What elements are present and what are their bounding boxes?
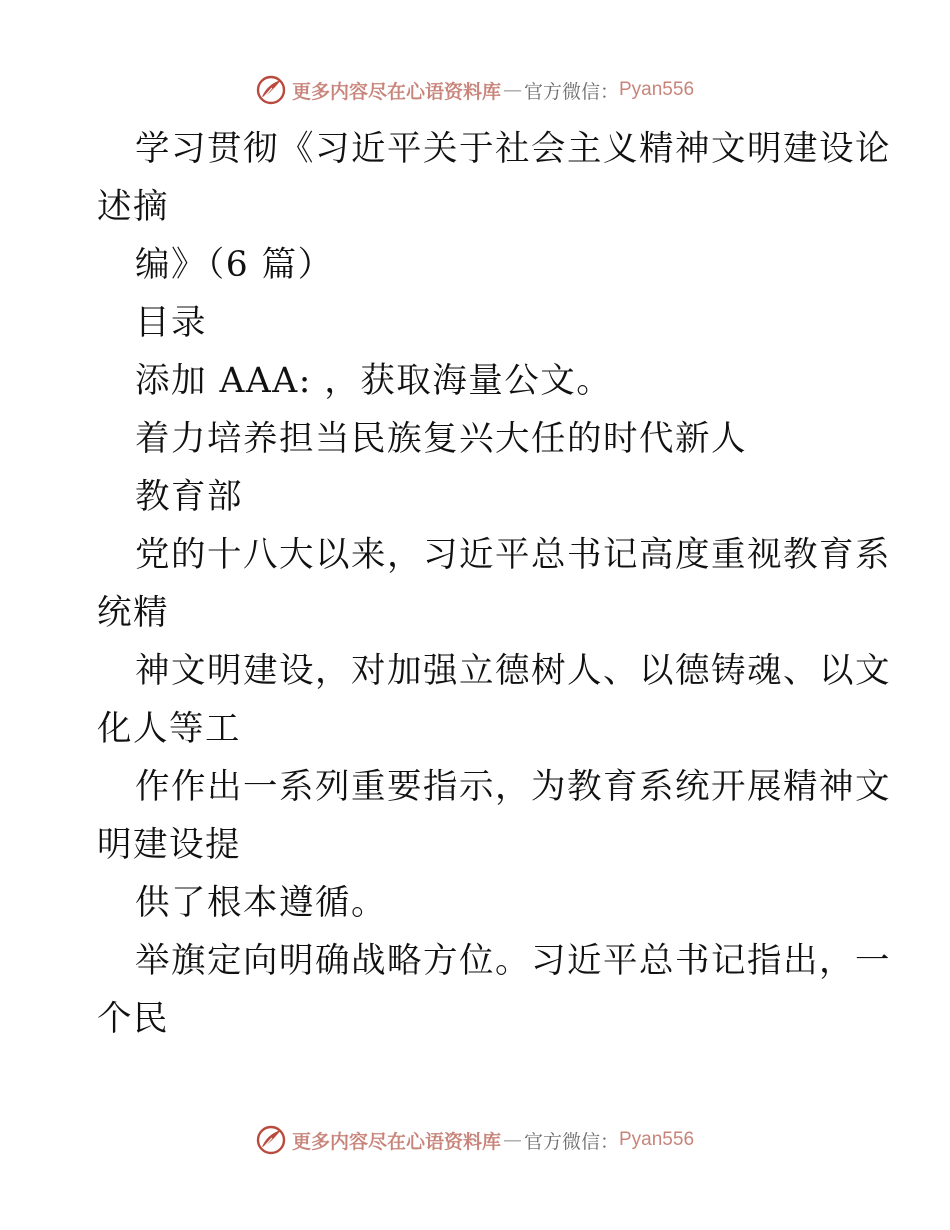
official-wechat-label: 官方微信：	[523, 1130, 619, 1153]
doc-line: 作作出一系列重要指示，为教育系统开展精神文	[135, 767, 891, 807]
doc-line: 统精	[97, 593, 169, 633]
official-wechat-label: 官方微信：	[523, 80, 619, 103]
doc-line: 述摘	[97, 187, 169, 227]
doc-line: 化人等工	[97, 709, 241, 749]
doc-line: 明建设提	[97, 825, 241, 865]
doc-line: 教育部	[135, 477, 243, 517]
doc-line: 神文明建设，对加强立德树人、以德铸魂、以文	[135, 651, 891, 691]
quill-logo-icon	[256, 75, 286, 105]
doc-line: 编》（6 篇）	[135, 245, 334, 285]
brand-name: 更多内容尽在心语资料库	[291, 80, 501, 103]
document-body	[97, 120, 891, 1048]
banner-dash: —	[502, 79, 522, 101]
wechat-id: Pyan556	[619, 79, 695, 100]
doc-line: 党的十八大以来，习近平总书记高度重视教育系	[135, 535, 891, 575]
doc-line: 个民	[97, 999, 169, 1039]
doc-line: 着力培养担当民族复兴大任的时代新人	[135, 419, 747, 459]
brand-name: 更多内容尽在心语资料库	[291, 1130, 501, 1153]
quill-logo-icon	[256, 1125, 286, 1155]
doc-line: 添加 AAA: ，获取海量公文。	[135, 361, 613, 401]
header-watermark-banner	[0, 72, 950, 108]
doc-line: 目录	[135, 303, 207, 343]
doc-line: 供了根本遵循。	[135, 883, 387, 923]
banner-dash: —	[502, 1129, 522, 1151]
doc-line: 举旗定向明确战略方位。习近平总书记指出，一	[135, 941, 891, 981]
footer-watermark-banner	[0, 1122, 950, 1158]
doc-line: 学习贯彻《习近平关于社会主义精神文明建设论	[135, 129, 891, 169]
wechat-id: Pyan556	[619, 1129, 695, 1150]
